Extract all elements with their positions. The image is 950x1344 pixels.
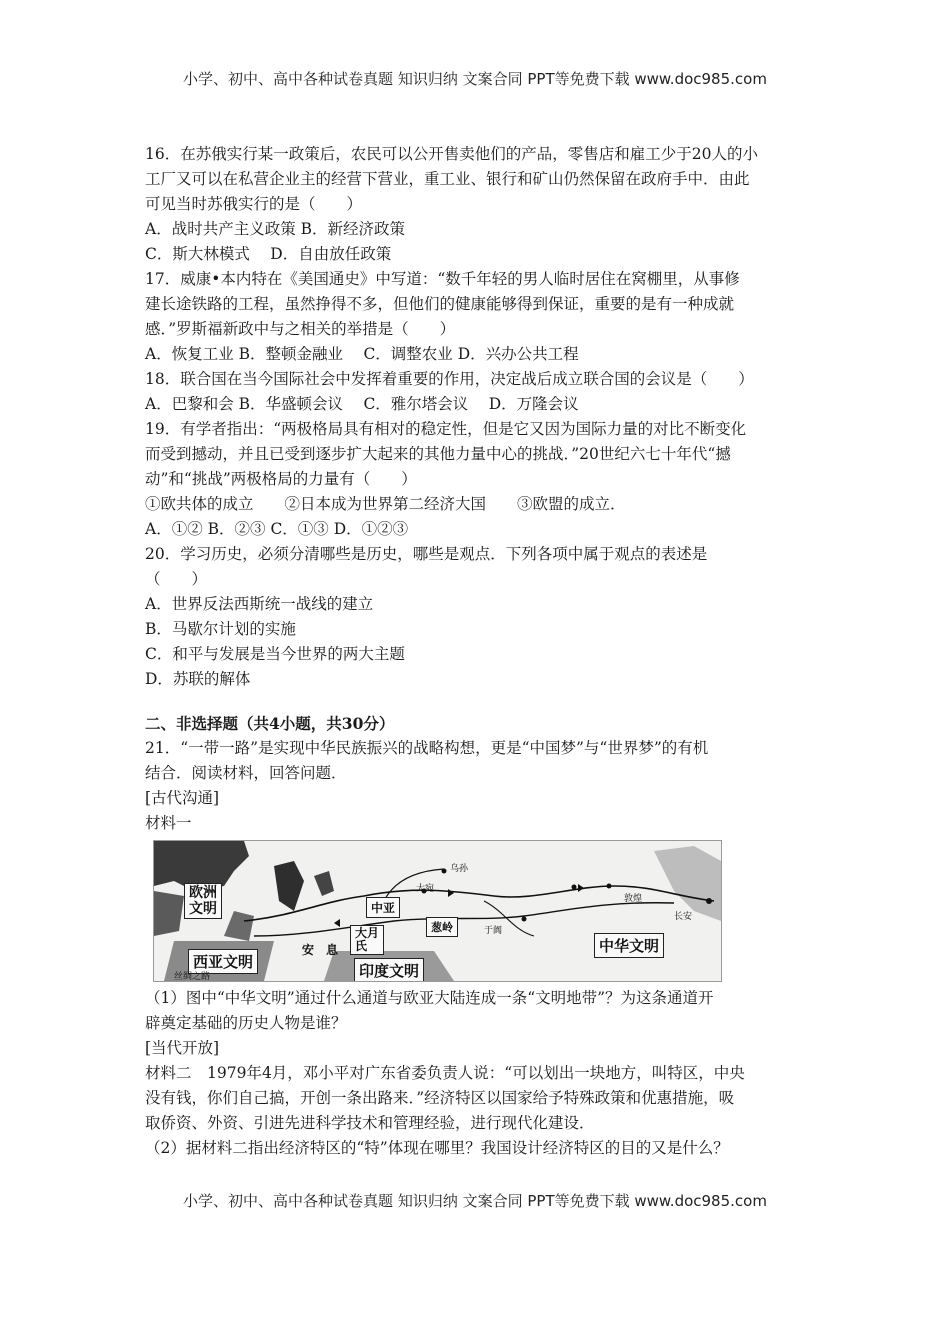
answer-options: A．恢复工业 B．整顿金融业 C．调整农业 D．兴办公共工程 — [145, 345, 579, 363]
subsection-label: [当代开放] — [145, 1039, 220, 1057]
label-yutian: 于阗 — [484, 926, 503, 936]
legend-silk-road: 丝绸之路 — [174, 972, 211, 982]
subsection-label: [古代沟通] — [145, 789, 220, 807]
question-text: 动”和“挑战”两极格局的力量有（ ） — [145, 470, 417, 488]
answer-options: C．斯大林模式 D．自由放任政策 — [145, 245, 392, 263]
question-text: 而受到撼动，并且已受到逐步扩大起来的其他力量中心的挑战．”20世纪六七十年代“撼 — [145, 445, 731, 463]
question-text: ①欧共体的成立 ②日本成为世界第二经济大国 ③欧盟的成立． — [145, 495, 626, 513]
label-dawan: 大宛 — [416, 884, 435, 894]
question-20 — [145, 542, 815, 692]
answer-options: A．战时共产主义政策 B．新经济政策 — [145, 220, 406, 238]
label-china: 中华文明 — [594, 933, 664, 958]
page-header: 小学、初中、高中各种试卷真题 知识归纳 文案合同 PPT等免费下载 www.doc985.com — [183, 70, 767, 88]
question-17 — [145, 267, 815, 367]
question-text: 辟奠定基础的历史人物是谁？ — [145, 1014, 347, 1032]
answer-option: B．马歇尔计划的实施 — [145, 620, 296, 638]
exam-content — [145, 142, 815, 1161]
answer-option: D．苏联的解体 — [145, 670, 251, 688]
question-text: （2）据材料二指出经济特区的“特”体现在哪里？我国设计经济特区的目的又是什么？ — [145, 1139, 729, 1157]
material-text: 材料二 1979年4月，邓小平对广东省委负责人说：“可以划出一块地方，叫特区，中央 — [145, 1064, 745, 1082]
material-label: 材料一 — [145, 814, 192, 832]
label-congling: 葱岭 — [426, 917, 458, 937]
question-text: 18．联合国在当今国际社会中发挥着重要的作用，决定战后成立联合国的会议是（ ） — [145, 370, 754, 388]
label-dayuezhi: 大月 氏 — [350, 925, 384, 955]
question-18 — [145, 367, 815, 417]
question-text: 16．在苏俄实行某一政策后，农民可以公开售卖他们的产品，零售店和雇工少于20人的小 — [145, 145, 758, 163]
silk-road-map — [153, 840, 722, 982]
question-16 — [145, 142, 815, 267]
page-footer: 小学、初中、高中各种试卷真题 知识归纳 文案合同 PPT等免费下载 www.doc985.com — [183, 1192, 767, 1210]
question-text: 17．威康•本内特在《美国通史》中写道：“数千年轻的男人临时居住在窝棚里，从事修 — [145, 270, 740, 288]
question-text: （ ） — [145, 570, 208, 588]
question-text: 感．”罗斯福新政中与之相关的举措是（ ） — [145, 320, 456, 338]
label-anxi: 安 息 — [302, 943, 339, 957]
section-title: 二、非选择题（共4小题，共30分） — [145, 714, 395, 733]
question-text: 21．“一带一路”是实现中华民族振兴的战略构想，更是“中国梦”与“世界梦”的有机 — [145, 739, 709, 757]
label-west-asia: 西亚文明 — [188, 949, 258, 974]
label-europe: 欧洲 文明 — [184, 883, 222, 919]
answer-option: A．世界反法西斯统一战线的建立 — [145, 595, 374, 613]
question-text: 结合．阅读材料，回答问题． — [145, 764, 347, 782]
label-dunhuang: 敦煌 — [624, 894, 643, 904]
answer-option: C．和平与发展是当今世界的两大主题 — [145, 645, 405, 663]
material-text: 没有钱，你们自己搞，开创一条出路来．”经济特区以国家给予特殊政策和优惠措施，吸 — [145, 1089, 735, 1107]
question-text: （1）图中“中华文明”通过什么通道与欧亚大陆连成一条“文明地带”？为这条通道开 — [145, 989, 714, 1007]
label-wusun: 乌孙 — [450, 864, 469, 874]
question-text: 可见当时苏俄实行的是（ ） — [145, 195, 363, 213]
question-text: 建长途铁路的工程，虽然挣得不多，但他们的健康能够得到保证，重要的是有一种成就 — [145, 295, 735, 313]
question-text: 工厂又可以在私营企业主的经营下营业，重工业、银行和矿山仍然保留在政府手中．由此 — [145, 170, 750, 188]
question-19 — [145, 417, 815, 542]
answer-options: A．①② B．②③ C．①③ D．①②③ — [145, 520, 409, 538]
question-text: 19．有学者指出：“两极格局具有相对的稳定性，但是它又因为国际力量的对比不断变化 — [145, 420, 747, 438]
label-changan: 长安 — [674, 912, 693, 922]
label-india: 印度文明 — [354, 958, 424, 982]
material-text: 取侨资、外资、引进先进科学技术和管理经验，进行现代化建设． — [145, 1114, 595, 1132]
question-text: 20．学习历史，必须分清哪些是历史，哪些是观点．下列各项中属于观点的表述是 — [145, 545, 708, 563]
label-central-asia: 中亚 — [366, 897, 400, 918]
answer-options: A．巴黎和会 B．华盛顿会议 C．雅尔塔会议 D．万隆会议 — [145, 395, 579, 413]
